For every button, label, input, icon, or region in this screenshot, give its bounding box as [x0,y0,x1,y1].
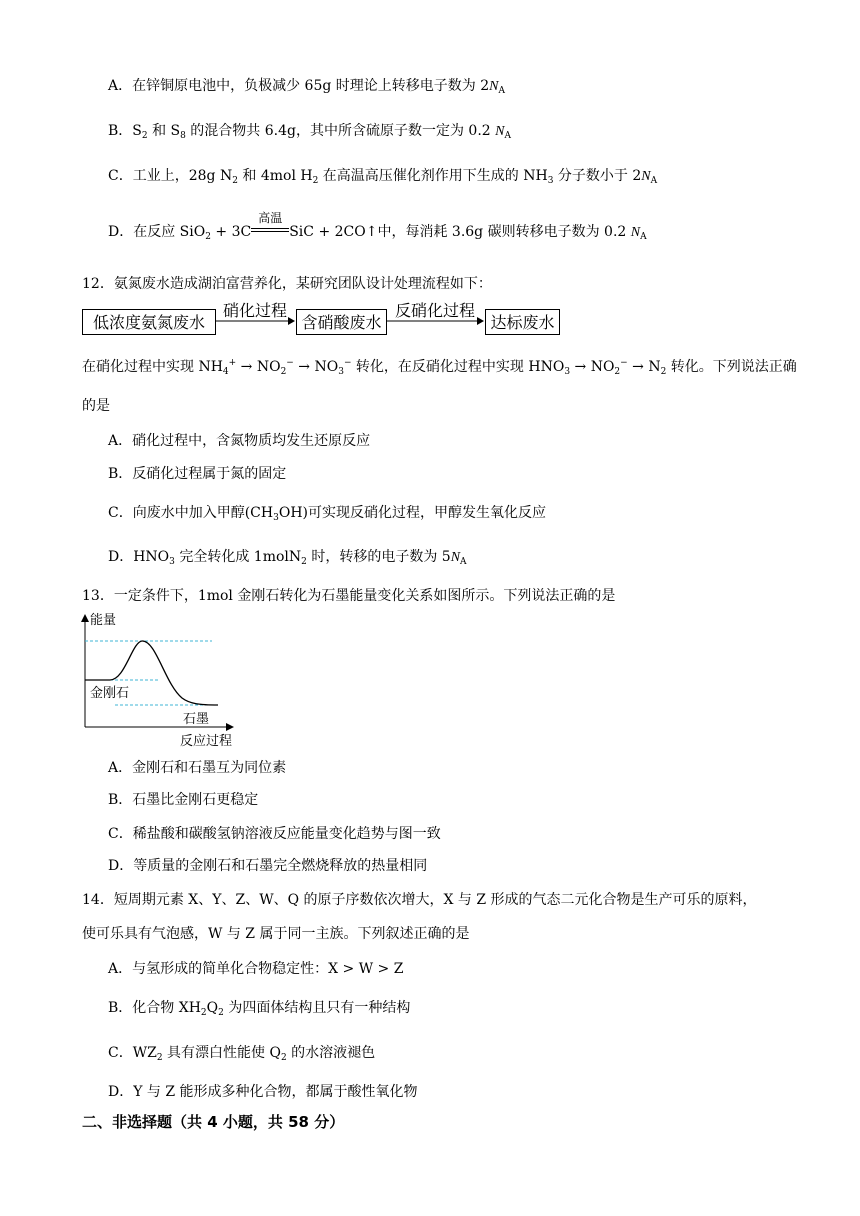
flow-box-2: 含硝酸废水 [296,309,387,335]
text-fragment: 分子数小于 2 [553,168,642,184]
text-fragment: 具有漂白性能使 Q [162,1045,281,1061]
reaction-condition-arrow [251,211,289,242]
q11-option-c-text: C．工业上，28g N [108,168,233,184]
q14-stem-line1: 14．短周期元素 X、Y、Z、W、Q 的原子序数依次增大，X 与 Z 形成的气态二元化合物是生产可乐的原料， [82,892,757,908]
q11-option-a-text: A．在锌铜原电池中，负极减少 65g 时理论上转移电子数为 2 [108,78,490,94]
subscript: 3 [169,557,175,567]
subscript: 2 [614,367,621,377]
text-fragment: 在高温高压催化剂作用下生成的 NH [318,168,548,184]
text-fragment: 在硝化过程中实现 NH [82,359,223,375]
text-fragment: 和 S [147,123,181,139]
subscript: 2 [141,131,148,141]
text-fragment: 的水溶液褪色 [286,1045,376,1061]
diamond-label: 金刚石 [90,686,130,701]
section-2-heading: 二、非选择题（共 4 小题，共 58 分） [82,1113,345,1131]
subscript: 2 [156,1053,163,1063]
q11-option-b [108,121,511,142]
text-fragment: → NO [293,359,339,375]
q12-text-line1 [82,357,797,377]
na-symbol: N [489,79,499,94]
na-subscript: A [460,557,467,567]
subscript: 4 [222,367,229,377]
q13-option-a: A．金刚石和石墨互为同位素 [108,760,287,776]
text-fragment: SiC + 2CO↑中，每消耗 3.6g 碳则转移电子数为 0.2 [289,224,631,240]
text-fragment: D．HNO [108,549,170,565]
flow-arrow-1-label: 硝化过程 [222,301,287,320]
graphite-label: 石墨 [183,712,210,727]
superscript: − [286,358,294,368]
na-subscript: A [498,86,505,96]
text-fragment: + 3C [210,224,252,240]
q11-option-a [108,76,505,97]
subscript: 2 [280,367,287,377]
text-fragment: 转化，在反硝化过程中实现 HNO [351,359,565,375]
text-fragment: B．化合物 XH [108,1000,201,1016]
text-fragment: C．WZ [108,1045,157,1061]
na-symbol: N [630,225,641,240]
na-subscript: A [504,131,511,141]
q11-option-b-text: B．S [108,123,142,139]
flow-box-1: 低浓度氨氮废水 [82,309,216,335]
q14-option-b [108,998,410,1018]
q12-stem: 12．氨氮废水造成湖泊富营养化，某研究团队设计处理流程如下： [82,276,492,292]
q11-option-d-text: D．在反应 SiO [108,224,206,240]
flow-arrow-2 [387,316,485,326]
subscript: 3 [547,176,554,186]
q11-option-c [108,166,657,187]
na-symbol: N [495,124,505,139]
q12-option-c [108,503,546,523]
q13-option-d: D．等质量的金刚石和石墨完全燃烧释放的热量相同 [108,858,428,874]
subscript: 3 [564,367,571,377]
na-symbol: N [641,169,651,184]
text-fragment: 时，转移的电子数为 5 [306,549,451,565]
subscript: 2 [280,1053,287,1063]
text-fragment: → NO [236,359,281,375]
q14-option-c [108,1043,375,1063]
text-fragment: → N [627,359,661,375]
subscript: 3 [273,513,279,523]
q14-option-a: A．与氢形成的简单化合物稳定性：X > W > Z [108,961,404,977]
text-fragment: 转化。下列说法正确 [666,359,797,375]
q13-stem: 13．一定条件下，1mol 金刚石转化为石墨能量变化关系如图所示。下列说法正确的是 [82,588,616,604]
subscript: 2 [205,232,211,242]
na-subscript: A [650,176,658,186]
subscript: 8 [180,131,186,141]
reaction-condition: 高温 [258,211,283,225]
x-axis-label: 反应过程 [180,734,233,749]
text-fragment: Q [206,1000,219,1016]
subscript: 2 [200,1008,207,1018]
text-fragment: → NO [570,359,615,375]
text-fragment: 的混合物共 6.4g，其中所含硫原子数一定为 0.2 [185,123,496,139]
subscript: 3 [338,367,344,377]
subscript: 2 [660,367,667,377]
q13-option-c: C．稀盐酸和碳酸氢钠溶液反应能量变化趋势与图一致 [108,826,441,842]
q12-text-line2: 的是 [82,398,110,414]
na-subscript: A [640,232,647,242]
superscript: − [343,358,352,368]
q14-stem-line2: 使可乐具有气泡感，W 与 Z 属于同一主族。下列叙述正确的是 [82,926,470,942]
flow-arrow-1 [216,316,296,326]
subscript: 2 [301,557,307,567]
text-fragment: OH)可实现反硝化过程，甲醇发生氧化反应 [278,505,546,521]
text-fragment: 为四面体结构且只有一种结构 [223,1000,411,1016]
q13-option-b: B．石墨比金刚石更稳定 [108,792,259,808]
subscript: 2 [232,176,238,186]
subscript: 2 [218,1008,224,1018]
text-fragment: C．向废水中加入甲醇(CH [108,505,274,521]
text-fragment: 完全转化成 1molN [174,549,302,565]
text-fragment: 和 4mol H [237,168,313,184]
y-axis-label: 能量 [90,613,117,628]
flow-arrow-2-label: 反硝化过程 [394,301,475,320]
q11-option-d [108,211,647,243]
flow-box-3: 达标废水 [485,309,560,335]
q12-option-d [108,547,467,568]
double-bar [251,228,289,232]
subscript: 2 [312,176,319,186]
na-symbol: N [450,550,461,565]
q12-option-a: A．硝化过程中，含氮物质均发生还原反应 [108,433,371,449]
energy-diagram [70,612,250,752]
q12-option-b: B．反硝化过程属于氮的固定 [108,466,287,482]
superscript: − [620,358,628,368]
q14-option-d: D．Y 与 Z 能形成多种化合物，都属于酸性氧化物 [108,1084,418,1100]
superscript: + [228,358,237,368]
